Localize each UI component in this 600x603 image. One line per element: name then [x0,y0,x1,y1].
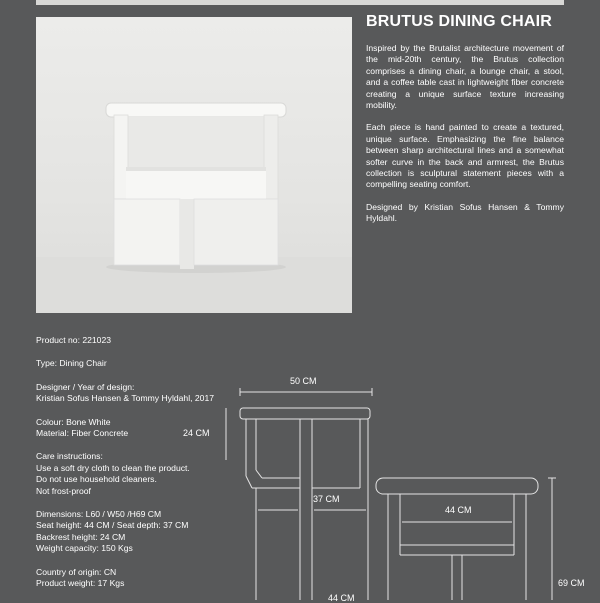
spec-colour: Colour: Bone White [36,416,111,427]
spec-designer-label: Designer / Year of design: [36,381,135,392]
product-title: BRUTUS DINING CHAIR [366,13,553,30]
description-paragraph: Inspired by the Brutalist architecture movement of the mid-20th century, the Brutus collection comprises a dining chair, a lounge chair, a stool, and a coffee table cast in lightweight fiber concrete creating a unique surface texture increasing mobility. [366,43,564,111]
spec-product-weight: Product weight: 17 Kgs [36,578,125,589]
spec-designer-value: Kristian Sofus Hansen & Tommy Hyldahl, 2017 [36,393,215,404]
width-dimension-label: 50 CM [290,376,317,386]
depth-dimension-label: 37 CM [313,494,340,504]
spec-backrest: Backrest height: 24 CM [36,531,126,542]
spec-origin: Country of origin: CN [36,566,117,577]
seat-width-dimension-label: 44 CM [445,505,472,515]
spec-care-line: Not frost-proof [36,485,91,496]
spec-product-no: Product no: 221023 [36,335,112,345]
spec-dimensions: Dimensions: L60 / W50 /H69 CM [36,509,162,520]
spec-seat: Seat height: 44 CM / Seat depth: 37 CM [36,520,189,531]
height-dimension-label: 69 CM [558,578,585,588]
side-view-chair [240,408,370,600]
spec-type: Type: Dining Chair [36,358,107,369]
seat-height-dimension-label: 44 CM [328,593,355,603]
spec-care-label: Care instructions: [36,451,103,462]
description-paragraph: Designed by Kristian Sofus Hansen & Tommy Hyldahl. [366,201,564,224]
backrest-dimension-label: 24 CM [183,428,210,438]
spec-weight-capacity: Weight capacity: 150 Kgs [36,543,133,554]
front-view-chair [376,478,538,600]
spec-care-line: Use a soft dry cloth to clean the product. [36,462,190,473]
description-paragraph: Each piece is hand painted to create a textured, unique surface. Emphasizing the fine balance between sharp architectural lines and a somewhat softer curve in the back and armrest, the Brutus collection is sculptural statement pieces with a compelling seating comfort. [366,122,564,190]
spec-material: Material: Fiber Concrete [36,428,129,439]
spec-care-line: Do not use household cleaners. [36,474,157,485]
